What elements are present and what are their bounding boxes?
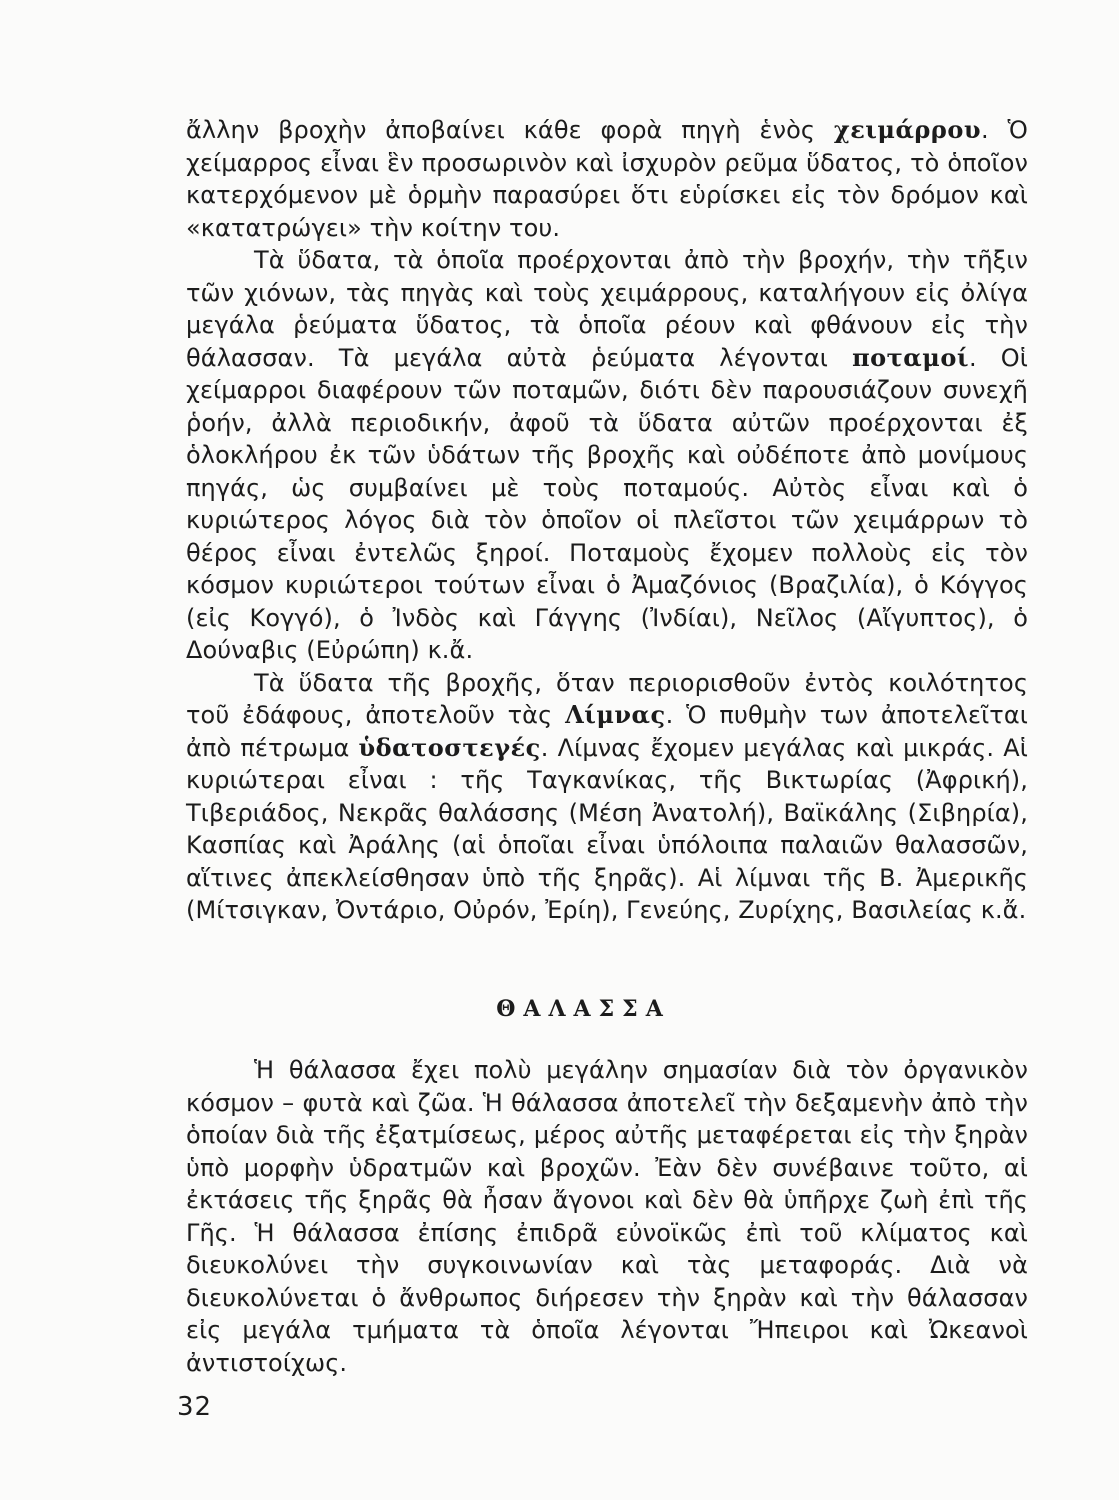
text-segment: ἄλλην βροχὴν ἀποβαίνει κάθε φορὰ πηγὴ ἑνὸς bbox=[186, 116, 834, 144]
text-segment: . Ὁ πυθμὴν των ἀποτελεῖται ἀπὸ πέτρωμα bbox=[186, 701, 1028, 762]
text-segment: . Λίμνας ἔχομεν μεγάλας καὶ μικράς. Αἱ κυριώτεραι εἶναι : τῆς Ταγκανίκας, τῆς Βικτωρίας (Ἀφρική), Τιβεριάδος, Νεκρᾶς θαλάσσης (Μέση Ἀνατολή), Βαϊκάλης (Σιβηρία), Κασπίας καὶ Ἀράλης (αἱ ὁποῖαι εἶναι ὑπόλοιπα παλαιῶν θαλασσῶν, αἵτινες ἀπεκλείσθησαν ὑπὸ τῆς ξηρᾶς). Αἱ λίμναι τῆς Β. Ἀμερικῆς (Μίτσιγκαν, Ὀντάριο, Οὐρόν, Ἐρίη), Γενεύης, Ζυρίχης, Βασιλείας κ.ἄ. bbox=[186, 733, 1028, 924]
text-segment: Τὰ ὕδατα, τὰ ὁποῖα προέρχονται ἀπὸ τὴν βροχήν, τὴν τῆξιν τῶν χιόνων, τὰς πηγὰς καὶ τοὺς χειμάρρους, καταλήγουν εἰς ὀλίγα μεγάλα ῥεύματα ὕδατος, τὰ ὁποῖα ρέουν καὶ φθάνουν εἰς τὴν θάλασσαν. Τὰ μεγάλα αὐτὰ ῥεύματα λέγονται bbox=[186, 246, 1028, 372]
paragraph-2 bbox=[186, 244, 1028, 667]
bold-term: ὑδατοστεγές bbox=[358, 732, 541, 762]
text-segment: Ἡ θάλασσα ἔχει πολὺ μεγάλην σημασίαν διὰ τὸν ὀργανικὸν κόσμον – φυτὰ καὶ ζῶα. Ἡ θάλασσα ἀποτελεῖ τὴν δεξαμενὴν ἀπὸ τὴν ὁποίαν διὰ τῆς ἐξατμίσεως, μέρος αὐτῆς μεταφέρεται εἰς τὴν ξηρὰν ὑπὸ μορφὴν ὑδρατμῶν καὶ βροχῶν. Ἐὰν δὲν συνέβαινε τοῦτο, αἱ ἐκτάσεις τῆς ξηρᾶς θὰ ἦσαν ἄγονοι καὶ δὲν θὰ ὑπῆρχε ζωὴ ἐπὶ τῆς Γῆς. Ἡ θάλασσα ἐπίσης ἐπιδρᾶ εὐνοϊκῶς ἐπὶ τοῦ κλίματος καὶ διευκολύνει τὴν συγκοινωνίαν καὶ τὰς μεταφοράς. Διὰ νὰ διευκολύνεται ὁ ἄνθρωπος διήρεσεν τὴν ξηρὰν καὶ τὴν θάλασσαν εἰς μεγάλα τμήματα τὰ ὁποῖα λέγονται Ἤπειροι καὶ Ὠκεανοὶ ἀντιστοίχως. bbox=[186, 1056, 1028, 1377]
page-number: 32 bbox=[177, 1392, 213, 1422]
bold-term: χειμάρρου bbox=[833, 115, 982, 144]
bold-term: ποταμοί bbox=[852, 342, 969, 372]
text-segment: . Οἱ χείμαρροι διαφέρουν τῶν ποταμῶν, διότι δὲν παρουσιάζουν συνεχῆ ῥοήν, ἀλλὰ περιοδικήν, ἀφοῦ τὰ ὕδατα αὐτῶν προέρχονται ἐξ ὁλοκλήρου ἐκ τῶν ὑδάτων τῆς βροχῆς καὶ οὐδέποτε ἀπὸ μονίμους πηγάς, ὡς συμβαίνει μὲ τοὺς ποταμούς. Αὐτὸς εἶναι καὶ ὁ κυριώτερος λόγος διὰ τὸν ὁποῖον οἱ πλεῖστοι τῶν χειμάρρων τὸ θέρος εἶναι ἐντελῶς ξηροί. Ποταμοὺς ἔχομεν πολλοὺς εἰς τὸν κόσμον κυριώτεροι τούτων εἶναι ὁ Ἀμαζόνιος (Βραζιλία), ὁ Κόγγος (εἰς Κογγό), ὁ Ἰνδὸς καὶ Γάγγης (Ἰνδίαι), Νεῖλος (Αἴγυπτος), ὁ Δούναβις (Εὐρώπη) κ.ἄ. bbox=[186, 343, 1028, 664]
bold-term: Λίμνας bbox=[565, 700, 666, 729]
paragraph-4 bbox=[186, 1054, 1028, 1379]
paragraph-3 bbox=[186, 667, 1028, 927]
text-segment: Τὰ ὕδατα τῆς βροχῆς, ὅταν περιορισθοῦν ἐντὸς κοιλότητος τοῦ ἐδάφους, ἀποτελοῦν τὰς bbox=[186, 668, 1028, 729]
paragraph-1 bbox=[186, 114, 1028, 244]
text-block-top bbox=[186, 114, 1028, 927]
section-heading: ΘΑΛΑΣΣΑ bbox=[496, 996, 671, 1022]
text-block-bottom bbox=[186, 1054, 1028, 1379]
text-segment: . Ὁ χείμαρρος εἶναι ἓν προσωρινὸν καὶ ἰσχυρὸν ρεῦμα ὕδατος, τὸ ὁποῖον κατερχόμενον μὲ ὁρμὴν παρασύρει ὅτι εὑρίσκει εἰς τὸν δρόμον καὶ «κατατρώγει» τὴν κοίτην του. bbox=[186, 116, 1029, 242]
